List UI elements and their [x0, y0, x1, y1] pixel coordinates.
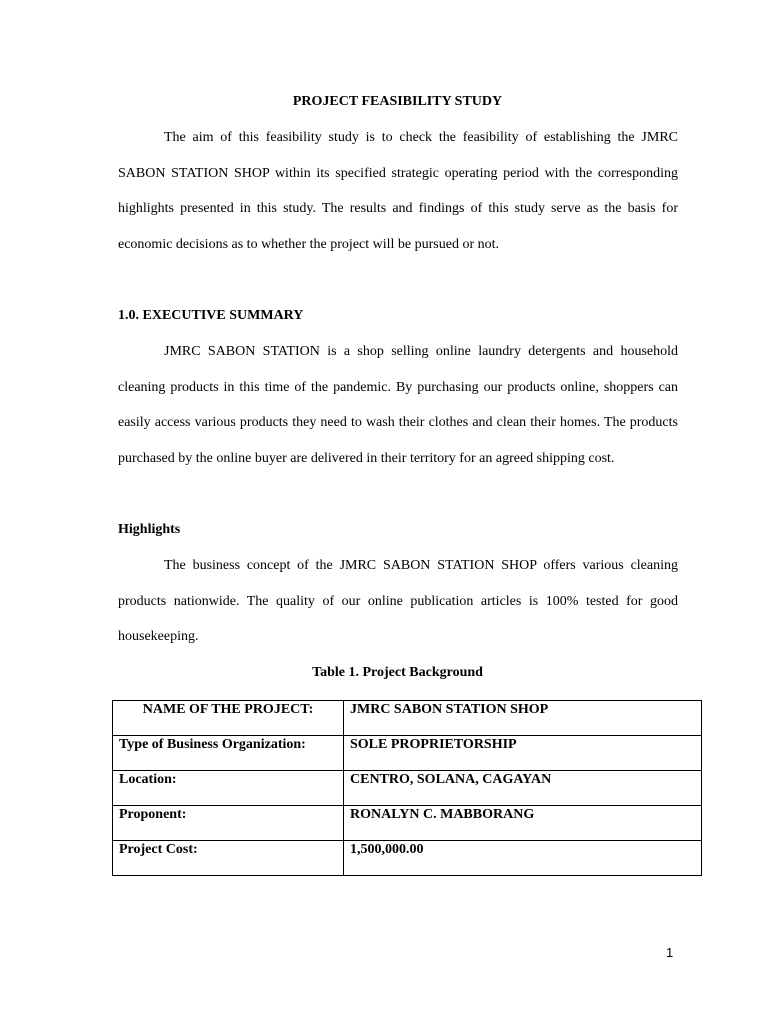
- table-row: [113, 841, 702, 876]
- table-row: [113, 806, 702, 841]
- intro-paragraph: The aim of this feasibility study is to check the feasibility of establishing the JMRC SABON STATION SHOP within its specified strategic operating period with the corresponding highlights presented in this study. The results and findings of this study serve as the basis for economic decisions as to whether the project will be pursued or not.: [118, 130, 678, 253]
- table-cell-value: CENTRO, SOLANA, CAGAYAN: [344, 771, 702, 806]
- highlights-heading: Highlights: [118, 522, 181, 537]
- table-cell-value: JMRC SABON STATION SHOP: [344, 701, 702, 736]
- table-row: [113, 701, 702, 736]
- table-cell-label: Project Cost:: [113, 841, 344, 876]
- table-cell-label: Type of Business Organization:: [113, 736, 344, 771]
- table-cell-value: RONALYN C. MABBORANG: [344, 806, 702, 841]
- table-cell-value: SOLE PROPRIETORSHIP: [344, 736, 702, 771]
- table-cell-value: 1,500,000.00: [344, 841, 702, 876]
- table-caption: Table 1. Project Background: [312, 665, 483, 680]
- table-cell-label: NAME OF THE PROJECT:: [113, 701, 344, 736]
- table-cell-label: Proponent:: [113, 806, 344, 841]
- highlights-paragraph: The business concept of the JMRC SABON STATION SHOP offers various cleaning products nationwide. The quality of our online publication articles is 100% tested for good housekeeping.: [118, 558, 678, 645]
- project-background-table: [112, 700, 702, 876]
- table-row: [113, 736, 702, 771]
- table-row: [113, 771, 702, 806]
- document-title: PROJECT FEASIBILITY STUDY: [292, 94, 503, 109]
- table-cell-label: Location:: [113, 771, 344, 806]
- page-number: 1: [666, 945, 674, 960]
- executive-summary-paragraph: JMRC SABON STATION is a shop selling online laundry detergents and household cleaning products in this time of the pandemic. By purchasing our products online, shoppers can easily access various products they need to wash their clothes and clean their homes. The products purchased by the online buyer are delivered in their territory for an agreed shipping cost.: [118, 344, 678, 467]
- executive-summary-heading: 1.0. EXECUTIVE SUMMARY: [118, 308, 304, 323]
